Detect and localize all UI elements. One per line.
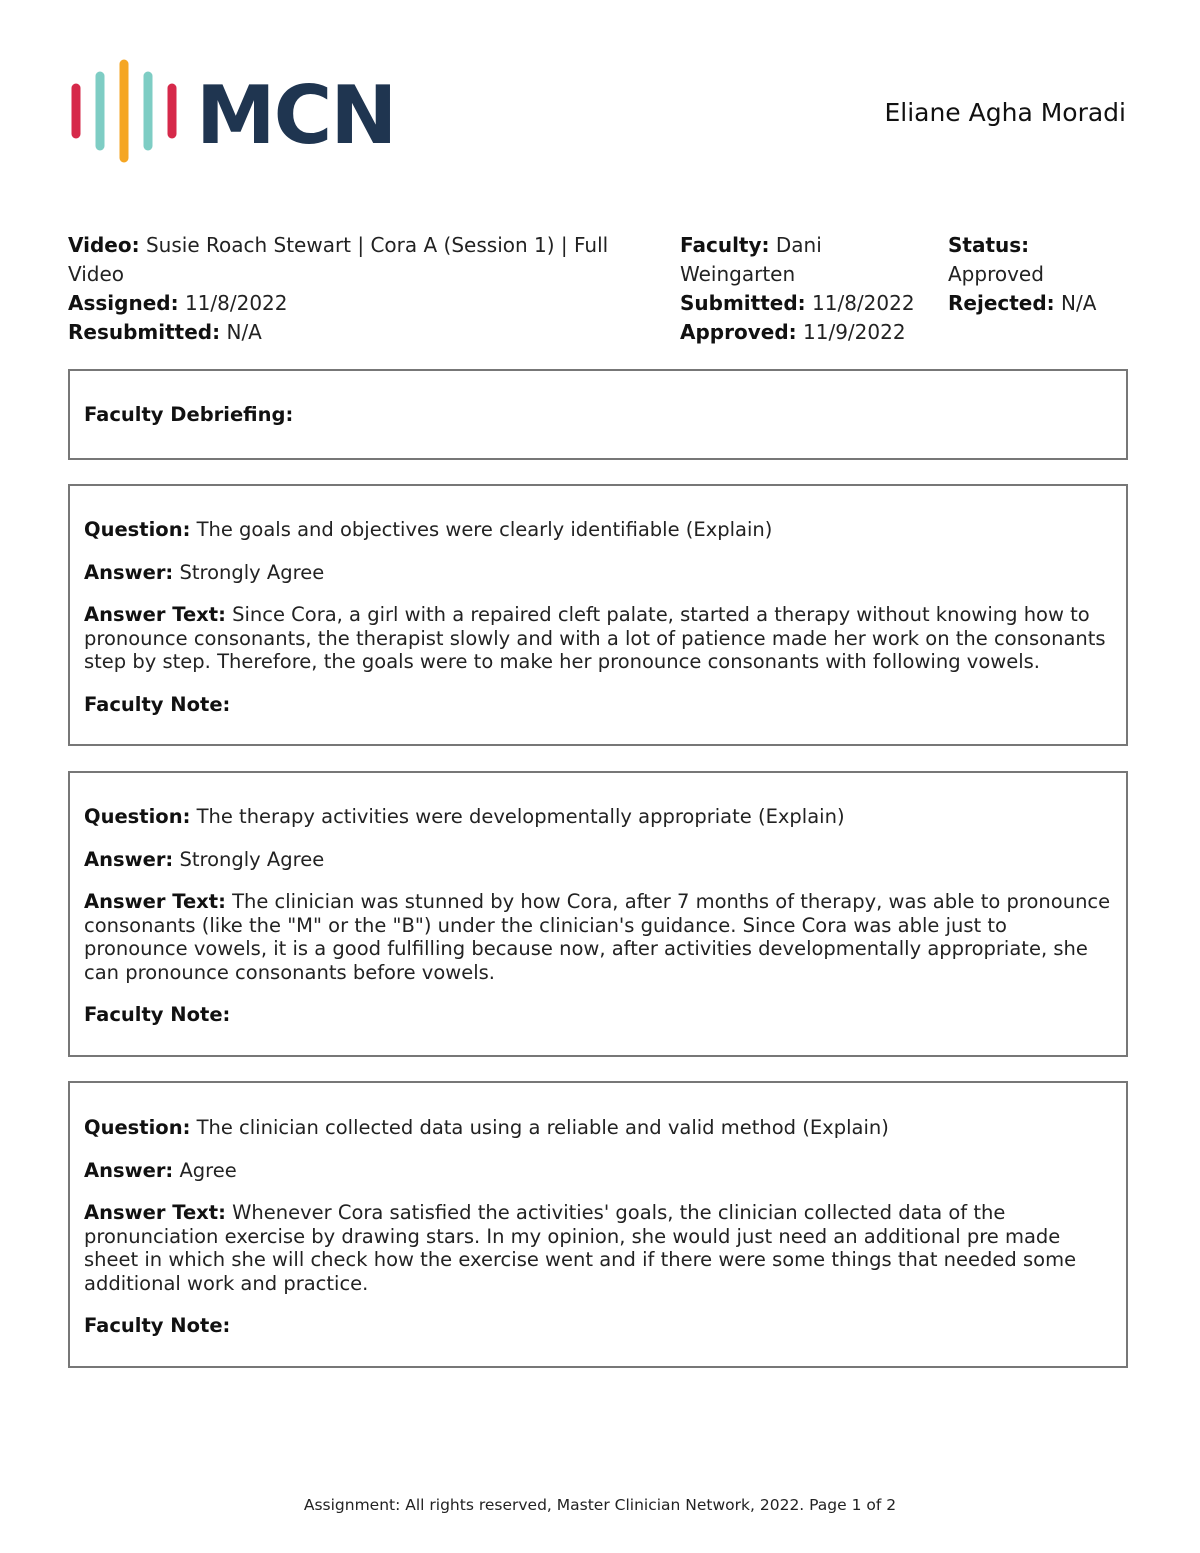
page-footer: Assignment: All rights reserved, Master Clinician Network, 2022. Page 1 of 2	[303, 1496, 897, 1514]
question-text: The therapy activities were developmentally appropriate (Explain)	[196, 805, 845, 828]
assigned-row	[68, 289, 648, 318]
approved-value: 11/9/2022	[803, 320, 906, 344]
answer-text-label: Answer Text:	[84, 603, 226, 626]
answer-text: The clinician was stunned by how Cora, after 7 months of therapy, was able to pronounce consonants (like the "M" or the "B") under the clinician's guidance. Since Cora was able just to pronounce vowels, it is a good fulfilling because now, after activities developmentally appropriate, she can pronounce consonants before vowels.	[84, 890, 1111, 984]
meta-column-1	[68, 231, 648, 347]
faculty-note-row	[84, 1003, 1112, 1027]
answer-label: Answer:	[84, 1158, 174, 1182]
answer-text-label: Answer Text:	[84, 1201, 226, 1224]
answer-value: Strongly Agree	[179, 847, 325, 871]
status-row	[948, 231, 1148, 289]
question-text: The clinician collected data using a reliable and valid method (Explain)	[196, 1116, 889, 1139]
answer-text-row	[84, 890, 1112, 984]
rejected-label: Rejected:	[948, 291, 1055, 315]
submitted-label: Submitted:	[680, 291, 806, 315]
logo-text: MCN	[196, 69, 396, 162]
logo-bars-icon	[70, 58, 200, 166]
faculty-note-label: Faculty Note:	[84, 1003, 231, 1026]
status-value: Approved	[948, 262, 1044, 286]
approved-label: Approved:	[680, 320, 797, 344]
faculty-note-row	[84, 1314, 1112, 1338]
question-row	[84, 518, 1112, 542]
meta-column-3	[948, 231, 1148, 318]
mcn-logo	[70, 58, 396, 166]
question-row	[84, 805, 1112, 829]
answer-row	[84, 561, 1112, 585]
resubmitted-row	[68, 318, 648, 347]
question-label: Question:	[84, 805, 191, 828]
video-label: Video:	[68, 233, 140, 257]
approved-row	[680, 318, 930, 347]
assigned-value: 11/8/2022	[184, 291, 288, 315]
meta-column-2	[680, 231, 930, 347]
answer-text-label: Answer Text:	[84, 890, 226, 913]
answer-value: Agree	[179, 1158, 237, 1182]
question-box-1	[68, 484, 1128, 746]
answer-text-row	[84, 603, 1112, 674]
answer-row	[84, 1159, 1112, 1183]
answer-label: Answer:	[84, 847, 174, 871]
question-label: Question:	[84, 1116, 191, 1139]
answer-value: Strongly Agree	[179, 560, 325, 584]
submitted-row	[680, 289, 930, 318]
assigned-label: Assigned:	[68, 291, 179, 315]
video-row	[68, 231, 648, 289]
submitted-value: 11/8/2022	[812, 291, 915, 315]
faculty-value: Dani Weingarten	[680, 233, 822, 286]
resubmitted-label: Resubmitted:	[68, 320, 221, 344]
answer-row	[84, 848, 1112, 872]
faculty-row	[680, 231, 930, 289]
answer-text: Since Cora, a girl with a repaired cleft palate, started a therapy without knowing how to pronounce consonants, the therapist slowly and with a lot of patience made her work on the consonants step by step. Therefore, the goals were to make her pronounce consonants with following vowels.	[84, 603, 1106, 673]
question-row	[84, 1116, 1112, 1140]
question-label: Question:	[84, 518, 191, 541]
question-box-2	[68, 771, 1128, 1057]
answer-text: Whenever Cora satisfied the activities' goals, the clinician collected data of the pronunciation exercise by drawing stars. In my opinion, she would just need an additional pre made sheet in which she will check how the exercise went and if there were some things that needed some additional work and practice.	[84, 1201, 1077, 1295]
video-value: Susie Roach Stewart | Cora A (Session 1) | Full Video	[68, 233, 609, 286]
answer-label: Answer:	[84, 560, 174, 584]
faculty-note-row	[84, 693, 1112, 717]
resubmitted-value: N/A	[226, 320, 262, 344]
rejected-value: N/A	[1061, 291, 1097, 315]
rejected-row	[948, 289, 1148, 318]
faculty-note-label: Faculty Note:	[84, 1314, 231, 1337]
faculty-debriefing-label: Faculty Debriefing:	[84, 403, 294, 426]
faculty-label: Faculty:	[680, 233, 770, 257]
question-box-3	[68, 1081, 1128, 1368]
faculty-note-label: Faculty Note:	[84, 692, 231, 716]
faculty-debriefing-box	[68, 369, 1128, 460]
student-name: Eliane Agha Moradi	[884, 98, 1126, 127]
question-text: The goals and objectives were clearly identifiable (Explain)	[196, 518, 773, 541]
status-label: Status:	[948, 233, 1030, 257]
answer-text-row	[84, 1201, 1112, 1295]
